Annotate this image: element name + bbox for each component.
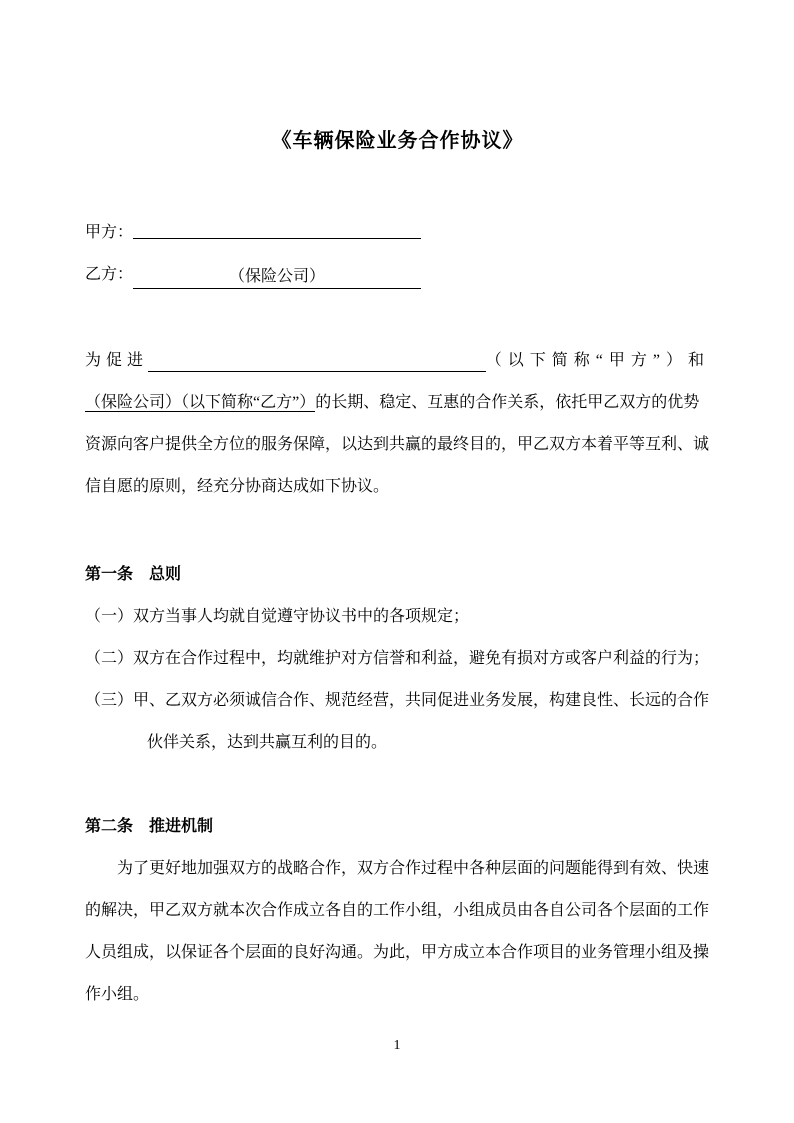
article-2-paragraph-line-1: 为了更好地加强双方的战略合作，双方合作过程中各种层面的问题能得到有效、快速 (117, 860, 710, 877)
article-2-heading: 第二条 推进机制 (85, 818, 214, 835)
party-b-blank (133, 266, 421, 289)
parties-section (85, 212, 710, 296)
article-2-paragraph-line-3: 人员组成，以保证各个层面的良好沟通。为此，甲方成立本合作项目的业务管理小组及操 (85, 944, 710, 961)
intro-line-1-lead: 为促进 (85, 352, 149, 369)
article-2-paragraph-line-2: 的解决，甲乙双方就本次合作成立各自的工作小组，小组成员由各自公司各个层面的工作 (85, 902, 710, 919)
document-title: 《车辆保险业务合作协议》 (271, 130, 524, 152)
intro-line-1-blank (148, 340, 486, 372)
article-1-heading: 第一条 总则 (85, 566, 182, 583)
party-a-blank (133, 216, 421, 239)
page-number: 1 (393, 1038, 401, 1053)
article-1 (85, 554, 710, 764)
party-b-label: 乙方： (85, 266, 134, 283)
intro-paragraph (85, 340, 710, 508)
document-content (85, 0, 710, 1016)
article-2 (85, 806, 710, 1016)
intro-line-2 (85, 382, 710, 424)
article-1-item-3-line-2: 伙伴关系，达到共赢互利的目的。 (147, 734, 388, 751)
party-a-line (85, 212, 710, 254)
intro-line-2-underlined: （保险公司）（以下简称“乙方”） (85, 394, 316, 411)
party-a-label: 甲方： (85, 224, 134, 241)
intro-line-4: 信自愿的原则，经充分协商达成如下协议。 (85, 478, 390, 495)
article-2-paragraph-line-4: 作小组。 (85, 986, 150, 1003)
party-b-line (85, 254, 710, 296)
intro-line-2-rest: 的长期、稳定、互惠的合作关系，依托甲乙双方的优势 (315, 394, 700, 411)
intro-line-1-tail: （以下简称“甲方”）和 (485, 352, 710, 369)
intro-line-1 (85, 340, 710, 382)
intro-line-3: 资源向客户提供全方位的服务保障，以达到共赢的最终目的，甲乙双方本着平等互利、诚 (85, 436, 710, 453)
article-1-item-2: （二）双方在合作过程中，均就维护对方信誉和利益，避免有损对方或客户利益的行为； (85, 650, 710, 667)
party-b-blank-text: （保险公司） (229, 268, 326, 285)
article-1-item-1: （一）双方当事人均就自觉遵守协议书中的各项规定； (85, 608, 470, 625)
article-1-item-3-line-1: （三）甲、乙双方必须诚信合作、规范经营，共同促进业务发展，构建良性、长远的合作 (85, 692, 710, 709)
